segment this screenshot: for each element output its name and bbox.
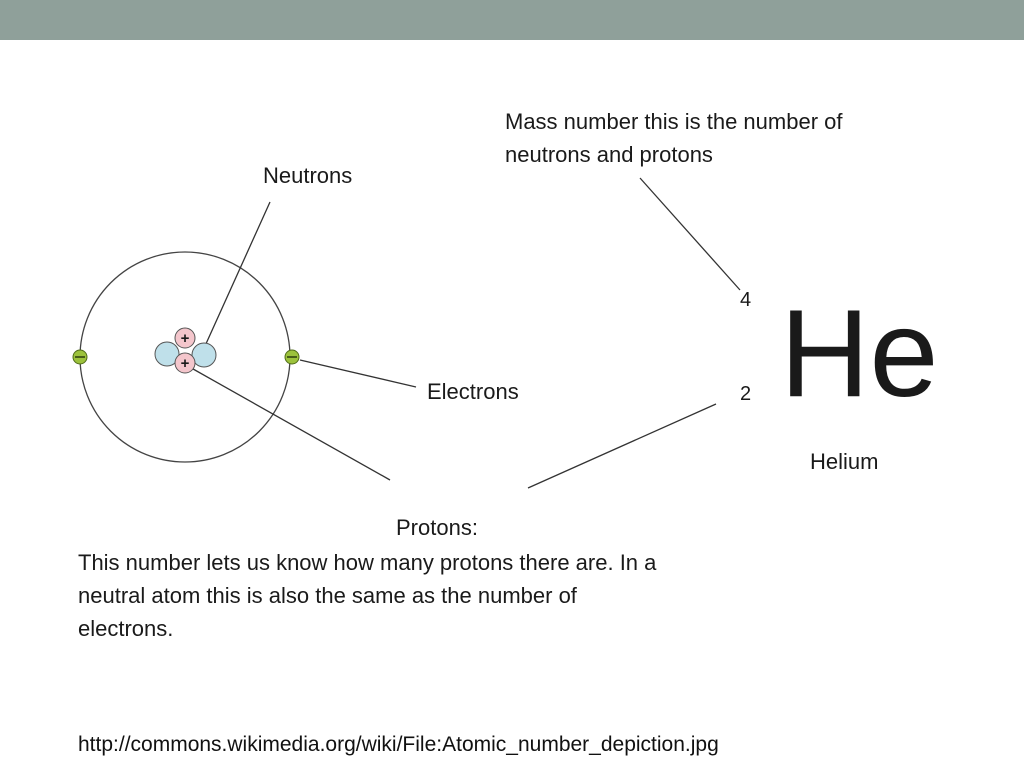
proton-top-charge: + [180, 330, 190, 347]
proton-bottom-charge: + [180, 355, 190, 372]
atomic-number-value: 2 [740, 383, 752, 405]
protons-description-line2: neutral atom this is also the same as the number of [78, 583, 577, 608]
mass-number-description-line1: Mass number this is the number of [505, 109, 843, 134]
electrons-label: Electrons [427, 379, 519, 404]
atomic-number-leader-line [528, 404, 716, 488]
mass-number-leader-line [640, 178, 740, 290]
electrons-leader-line [300, 360, 416, 387]
neutrons-label: Neutrons [263, 163, 353, 188]
neutron-right [192, 343, 216, 367]
neutrons-leader-line [205, 202, 270, 346]
source-url-text: http://commons.wikimedia.org/wiki/File:Atomic_number_depiction.jpg [78, 733, 719, 756]
protons-description-line3: electrons. [78, 616, 174, 641]
mass-number-description-line2: neutrons and protons [505, 142, 713, 167]
element-symbol: He [780, 285, 939, 423]
protons-leader-line [186, 365, 390, 480]
mass-number-value: 4 [740, 289, 752, 311]
element-name: Helium [810, 449, 879, 474]
protons-description-line1: This number lets us know how many protons there are. In a [78, 550, 657, 575]
protons-heading: Protons: [396, 515, 478, 540]
